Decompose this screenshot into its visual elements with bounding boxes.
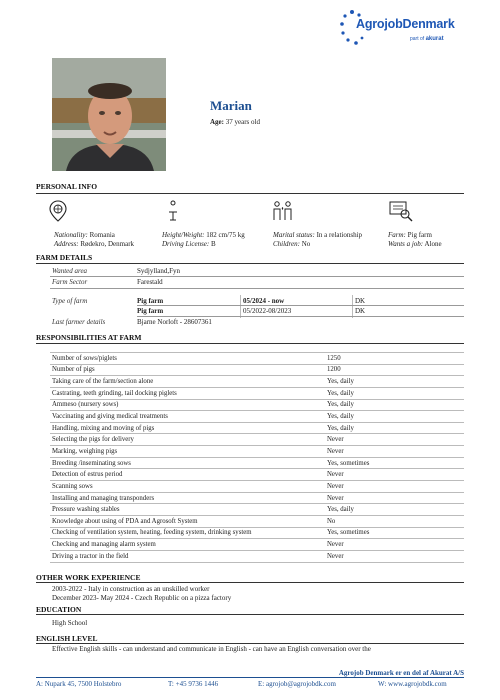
task-cell: Breeding /inseminating sows <box>50 457 325 469</box>
farm-line: Farm: Pig farm <box>388 231 432 239</box>
divider <box>240 295 241 318</box>
value-cell: Yes, daily <box>325 399 464 411</box>
table-row <box>50 364 464 376</box>
value-cell: Never <box>325 550 464 562</box>
value-cell: Never <box>325 539 464 551</box>
divider <box>50 288 464 289</box>
wanted-area-value: Sydjylland,Fyn <box>137 267 180 275</box>
value-cell: Yes, daily <box>325 376 464 388</box>
value-cell: Yes, daily <box>325 504 464 516</box>
divider <box>36 614 464 615</box>
divider <box>36 263 464 264</box>
table-row <box>50 387 464 399</box>
farm-type-1: Pig farm <box>137 297 164 305</box>
responsibilities-table <box>50 352 464 563</box>
table-row <box>50 399 464 411</box>
section-farm-details: FARM DETAILS <box>36 253 93 262</box>
value-cell: Never <box>325 492 464 504</box>
section-education: EDUCATION <box>36 605 82 614</box>
nationality-icon <box>49 200 67 222</box>
task-cell: Selecting the pigs for delivery <box>50 434 325 446</box>
section-personal-info: PERSONAL INFO <box>36 182 98 191</box>
table-row <box>50 434 464 446</box>
task-cell: Castrating, teeth grinding, tail docking piglets <box>50 387 325 399</box>
height-icon <box>166 200 180 222</box>
farm-sector-value: Farestald <box>137 278 163 286</box>
divider <box>36 582 464 583</box>
profile-photo <box>52 58 166 171</box>
task-cell: Detection of estrus period <box>50 469 325 481</box>
farm-period-1: 05/2024 - now <box>243 297 285 305</box>
license-line: Driving License: B <box>162 240 216 248</box>
value-cell: 1250 <box>325 353 464 365</box>
divider <box>50 276 464 277</box>
task-cell: Driving a tractor in the field <box>50 550 325 562</box>
task-cell: Handling, mixing and moving of pigs <box>50 422 325 434</box>
task-cell: Vaccinating and giving medical treatments <box>50 411 325 423</box>
table-row <box>50 422 464 434</box>
logo-sub: part of akurat <box>410 36 444 42</box>
farm-period-2: 05/2022-08/2023 <box>243 307 292 315</box>
divider <box>137 305 464 306</box>
last-farmer-label: Last farmer details <box>52 318 106 326</box>
table-row <box>50 457 464 469</box>
farm-country-2: DK <box>355 307 366 315</box>
value-cell: 1200 <box>325 364 464 376</box>
task-cell: Number of sows/piglets <box>50 353 325 365</box>
farm-country-1: DK <box>355 297 366 305</box>
task-cell: Installing and managing transponders <box>50 492 325 504</box>
table-row <box>50 481 464 493</box>
family-icon <box>272 200 294 222</box>
task-cell: Taking care of the farm/section alone <box>50 376 325 388</box>
divider <box>137 316 464 317</box>
english-value: Effective English skills - can understand and communicate in English - can have an English conversation over the <box>52 645 371 653</box>
nationality-line: Nationality: Romania <box>54 231 115 239</box>
task-cell: Knowledge about using of PDA and Agrosoft System <box>50 515 325 527</box>
farm-type-2: Pig farm <box>137 307 164 315</box>
value-cell: Yes, sometimes <box>325 457 464 469</box>
table-row <box>50 550 464 562</box>
task-cell: Marking, weighing pigs <box>50 446 325 458</box>
farm-sector-label: Farm Sector <box>52 278 88 286</box>
footer-address: A: Nupark 45, 7500 Holstebro <box>36 680 122 688</box>
task-cell: Ammeso (nursery sows) <box>50 399 325 411</box>
section-other-work: OTHER WORK EXPERIENCE <box>36 573 141 582</box>
value-cell: Yes, daily <box>325 422 464 434</box>
children-line: Children: No <box>273 240 311 248</box>
last-farmer-value: Bjarne Norloft - 28607361 <box>137 318 212 326</box>
table-row <box>50 376 464 388</box>
logo-brand: AgrojobDenmark <box>356 17 455 31</box>
value-cell: Never <box>325 481 464 493</box>
section-responsibilities: RESPONSIBILITIES AT FARM <box>36 333 142 342</box>
footer-phone: T: +45 9736 1446 <box>168 680 219 688</box>
footer-divider <box>36 677 464 678</box>
address-line: Address: Rødekro, Denmark <box>54 240 135 248</box>
divider <box>36 643 464 644</box>
farm-icon <box>389 200 413 222</box>
table-row <box>50 539 464 551</box>
value-cell: No <box>325 515 464 527</box>
wants-job-line: Wants a job: Alone <box>388 240 442 248</box>
footer-company: Agrojob Denmark er en del af Akurat A/S <box>338 669 464 677</box>
footer-web[interactable]: W: www.agrojobdk.com <box>378 680 447 688</box>
value-cell: Never <box>325 434 464 446</box>
work-item: 2003-2022 - Italy in construction as an unskilled worker <box>52 585 210 593</box>
value-cell: Never <box>325 469 464 481</box>
value-cell: Yes, daily <box>325 411 464 423</box>
farm-type-label: Type of farm <box>52 297 88 305</box>
table-row <box>50 515 464 527</box>
value-cell: Yes, sometimes <box>325 527 464 539</box>
wanted-area-label: Wanted area <box>52 267 88 275</box>
table-row <box>50 504 464 516</box>
candidate-age: Age: 37 years old <box>210 118 260 126</box>
table-row <box>50 353 464 365</box>
education-value: High School <box>52 619 88 627</box>
value-cell: Yes, daily <box>325 387 464 399</box>
task-cell: Checking and managing alarm system <box>50 539 325 551</box>
marital-line: Marital status: In a relationship <box>273 231 363 239</box>
work-item: December 2023- May 2024 - Czech Republic on a pizza factory <box>52 594 232 602</box>
divider <box>36 343 464 344</box>
candidate-name: Marian <box>210 98 252 113</box>
task-cell: Pressure washing stables <box>50 504 325 516</box>
footer-email[interactable]: E: agrojob@agrojobdk.com <box>258 680 336 688</box>
table-row <box>50 527 464 539</box>
height-line: Height/Weight: 182 cm/75 kg <box>162 231 245 239</box>
task-cell: Checking of ventilation system, heating, feeding system, drinking system <box>50 527 325 539</box>
section-english: ENGLISH LEVEL <box>36 634 98 643</box>
table-row <box>50 446 464 458</box>
table-row <box>50 411 464 423</box>
task-cell: Number of pigs <box>50 364 325 376</box>
agrojob-logo <box>338 8 488 48</box>
divider <box>36 193 464 194</box>
table-row <box>50 469 464 481</box>
table-row <box>50 492 464 504</box>
task-cell: Scanning sows <box>50 481 325 493</box>
value-cell: Never <box>325 446 464 458</box>
divider <box>352 295 353 318</box>
